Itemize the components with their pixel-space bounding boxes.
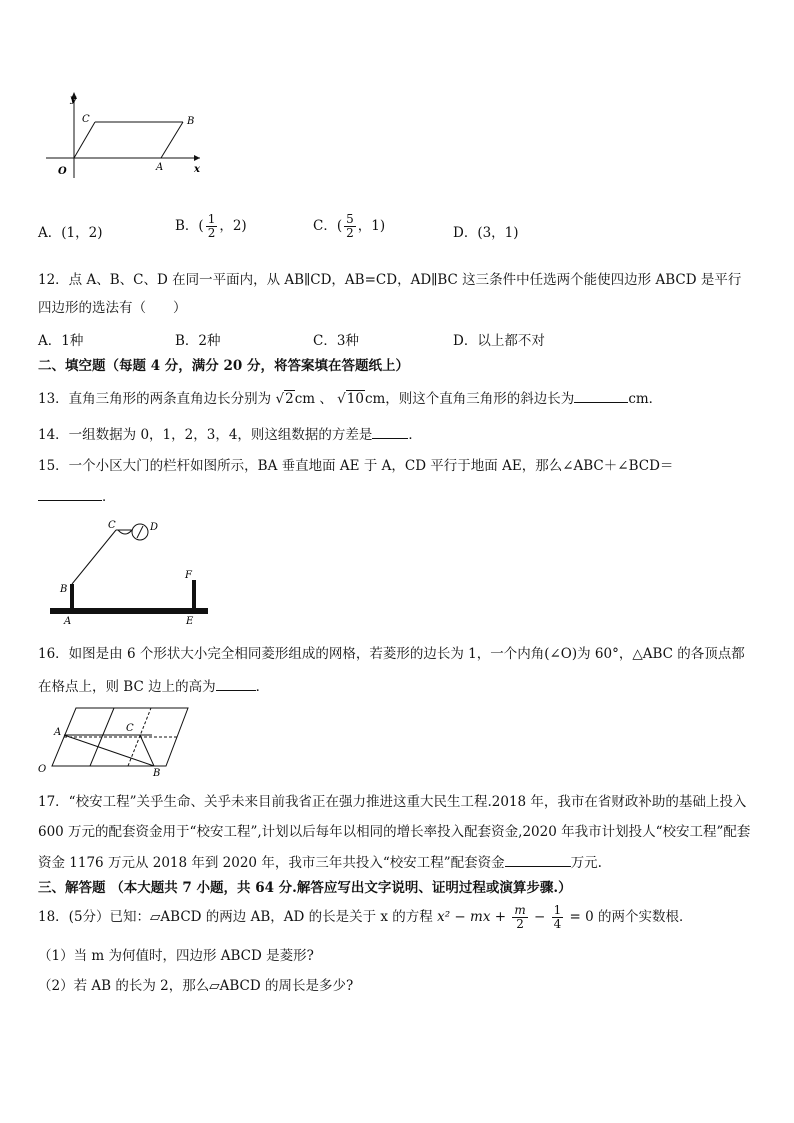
label-e: E	[186, 616, 194, 627]
section-3-heading: 三、解答题 （本大题共 7 小题，共 64 分.解答应写出文字说明、证明过程或演算步骤.）	[38, 880, 572, 896]
grid-label-c: C	[126, 723, 134, 734]
q12-line2: 四边形的选法有（ ）	[38, 300, 187, 316]
q17-line3: 资金 1176 万元从 2018 年到 2020 年，我市三年共投入“校安工程”配套资金 万元.	[38, 852, 602, 873]
q16-answer-blank	[216, 676, 256, 691]
grid-label-b: B	[153, 768, 161, 779]
q11-option-c: C．( $\frac{5}{2}$ ，1)	[313, 212, 386, 240]
label-d: D	[150, 522, 159, 533]
q11-option-d: D．(3，1)	[453, 225, 519, 241]
q14-answer-blank	[372, 424, 408, 439]
q11-option-a: A．(1，2)	[38, 225, 103, 241]
point-b-label: B	[187, 116, 195, 127]
label-f: F	[185, 570, 192, 581]
q18-stem: 18．(5分）已知：▱ABCD 的两边 AB，AD 的长是关于 x 的方程 x² − mx + $\frac{m}{2}$ − $\frac{1}{4}$ = 0 的两个实数根．	[38, 903, 693, 931]
origin-label: O	[58, 166, 67, 177]
point-c-label: C	[82, 114, 90, 125]
q18-sub1: （1）当 m 为何值时，四边形 ABCD 是菱形?	[38, 948, 314, 964]
q17-line2: 600 万元的配套资金用于“校安工程”,计划以后每年以相同的增长率投入配套资金,2020 年我市计划投人“校安工程”配套	[38, 824, 751, 840]
section-2-heading: 二、填空题（每题 4 分，满分 20 分，将答案填在答题纸上）	[38, 358, 409, 374]
q16-line1: 16．如图是由 6 个形状大小完全相同菱形组成的网格，若菱形的边长为 1，一个内角(∠O)为 60°，△ABC 的各顶点都	[38, 646, 745, 662]
label-b: B	[60, 584, 68, 595]
q16-line2: 在格点上，则 BC 边上的高为 ．	[38, 676, 269, 697]
q16-figure	[34, 700, 194, 780]
y-axis-label: y	[70, 94, 76, 105]
label-a: A	[64, 616, 72, 627]
q11-figure	[40, 88, 210, 183]
q13-answer-blank	[574, 388, 628, 403]
q12-option-c: C．3种	[313, 333, 359, 349]
q17-line1: 17．“校安工程”关乎生命、关乎未来目前我省正在强力推进这重大民生工程.2018 年，我市在省财政补助的基础上投入	[38, 794, 747, 810]
grid-label-a: A	[54, 727, 62, 738]
q11-option-b: B．( $\frac{1}{2}$ ，2)	[175, 212, 247, 240]
q18-sub2: （2）若 AB 的长为 2，那么▱ABCD 的周长是多少?	[38, 978, 354, 994]
q17-answer-blank	[505, 852, 571, 867]
q15-line2: ．	[38, 486, 116, 507]
q12-option-d: D．以上都不对	[453, 333, 545, 349]
x-axis-label: x	[194, 164, 200, 175]
q15-figure	[48, 518, 218, 628]
q12-option-b: B．2种	[175, 333, 221, 349]
q15-answer-blank	[38, 486, 102, 501]
q14: 14．一组数据为 0，1，2，3，4，则这组数据的方差是 ．	[38, 424, 422, 445]
q12-line1: 12．点 A、B、C、D 在同一平面内，从 AB∥CD，AB=CD，AD∥BC 这三条件中任选两个能使四边形 ABCD 是平行	[38, 272, 742, 288]
label-c: C	[108, 520, 116, 531]
q13: 13．直角三角形的两条直角边长分别为 √2cm 、 √10cm，则这个直角三角形的斜边长为 cm．	[38, 388, 662, 409]
grid-label-o: O	[38, 764, 47, 775]
q15-line1: 15．一个小区大门的栏杆如图所示，BA 垂直地面 AE 于 A，CD 平行于地面 AE，那么∠ABC＋∠BCD＝	[38, 458, 674, 474]
q12-option-a: A．1种	[38, 333, 84, 349]
point-a-label: A	[156, 162, 164, 173]
